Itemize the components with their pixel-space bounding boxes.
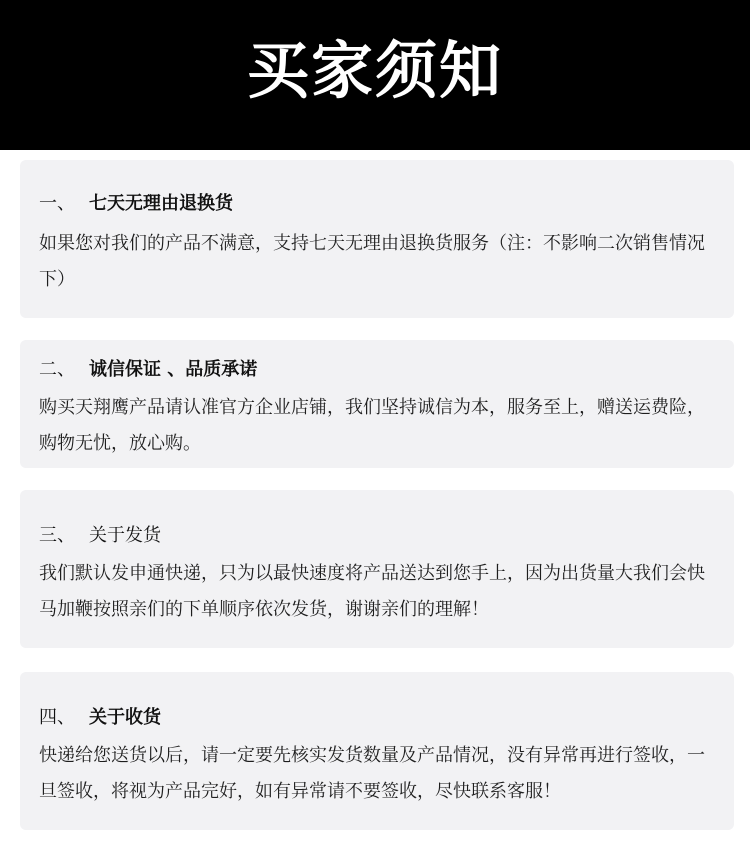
page-title: 买家须知: [246, 34, 503, 107]
notice-heading-text: 七天无理由退换货: [89, 193, 233, 214]
notice-card-return-policy: [20, 160, 734, 318]
notice-body: 购买天翔鹰产品请认准官方企业店铺，我们坚持诚信为本，服务至上，赠送运费险，购物无忧，放心购。: [39, 397, 705, 454]
notice-heading: [39, 356, 257, 384]
notice-heading: [39, 522, 161, 550]
notice-number: 二、: [39, 359, 75, 380]
notice-body: 如果您对我们的产品不满意，支持七天无理由退换货服务（注：不影响二次销售情况下）: [39, 233, 705, 290]
notice-card-shipping: [20, 490, 734, 648]
notice-heading-text: 关于发货: [89, 525, 161, 546]
notice-card-quality-promise: [20, 340, 734, 468]
notice-body: 我们默认发申通快递，只为以最快速度将产品送达到您手上，因为出货量大我们会快马加鞭按照亲们的下单顺序依次发货，谢谢亲们的理解！: [39, 563, 705, 620]
header-banner: [0, 0, 750, 150]
notice-card-receiving: [20, 672, 734, 830]
notice-heading-text: 关于收货: [89, 707, 161, 728]
notice-number: 一、: [39, 193, 75, 214]
notice-heading: [39, 704, 161, 732]
notice-number: 四、: [39, 707, 75, 728]
notice-heading-text: 诚信保证 、品质承诺: [89, 359, 258, 380]
notice-heading: [39, 190, 233, 218]
notice-body: 快递给您送货以后，请一定要先核实发货数量及产品情况，没有异常再进行签收，一旦签收，将视为产品完好，如有异常请不要签收，尽快联系客服！: [39, 745, 705, 802]
notice-number: 三、: [39, 525, 75, 546]
